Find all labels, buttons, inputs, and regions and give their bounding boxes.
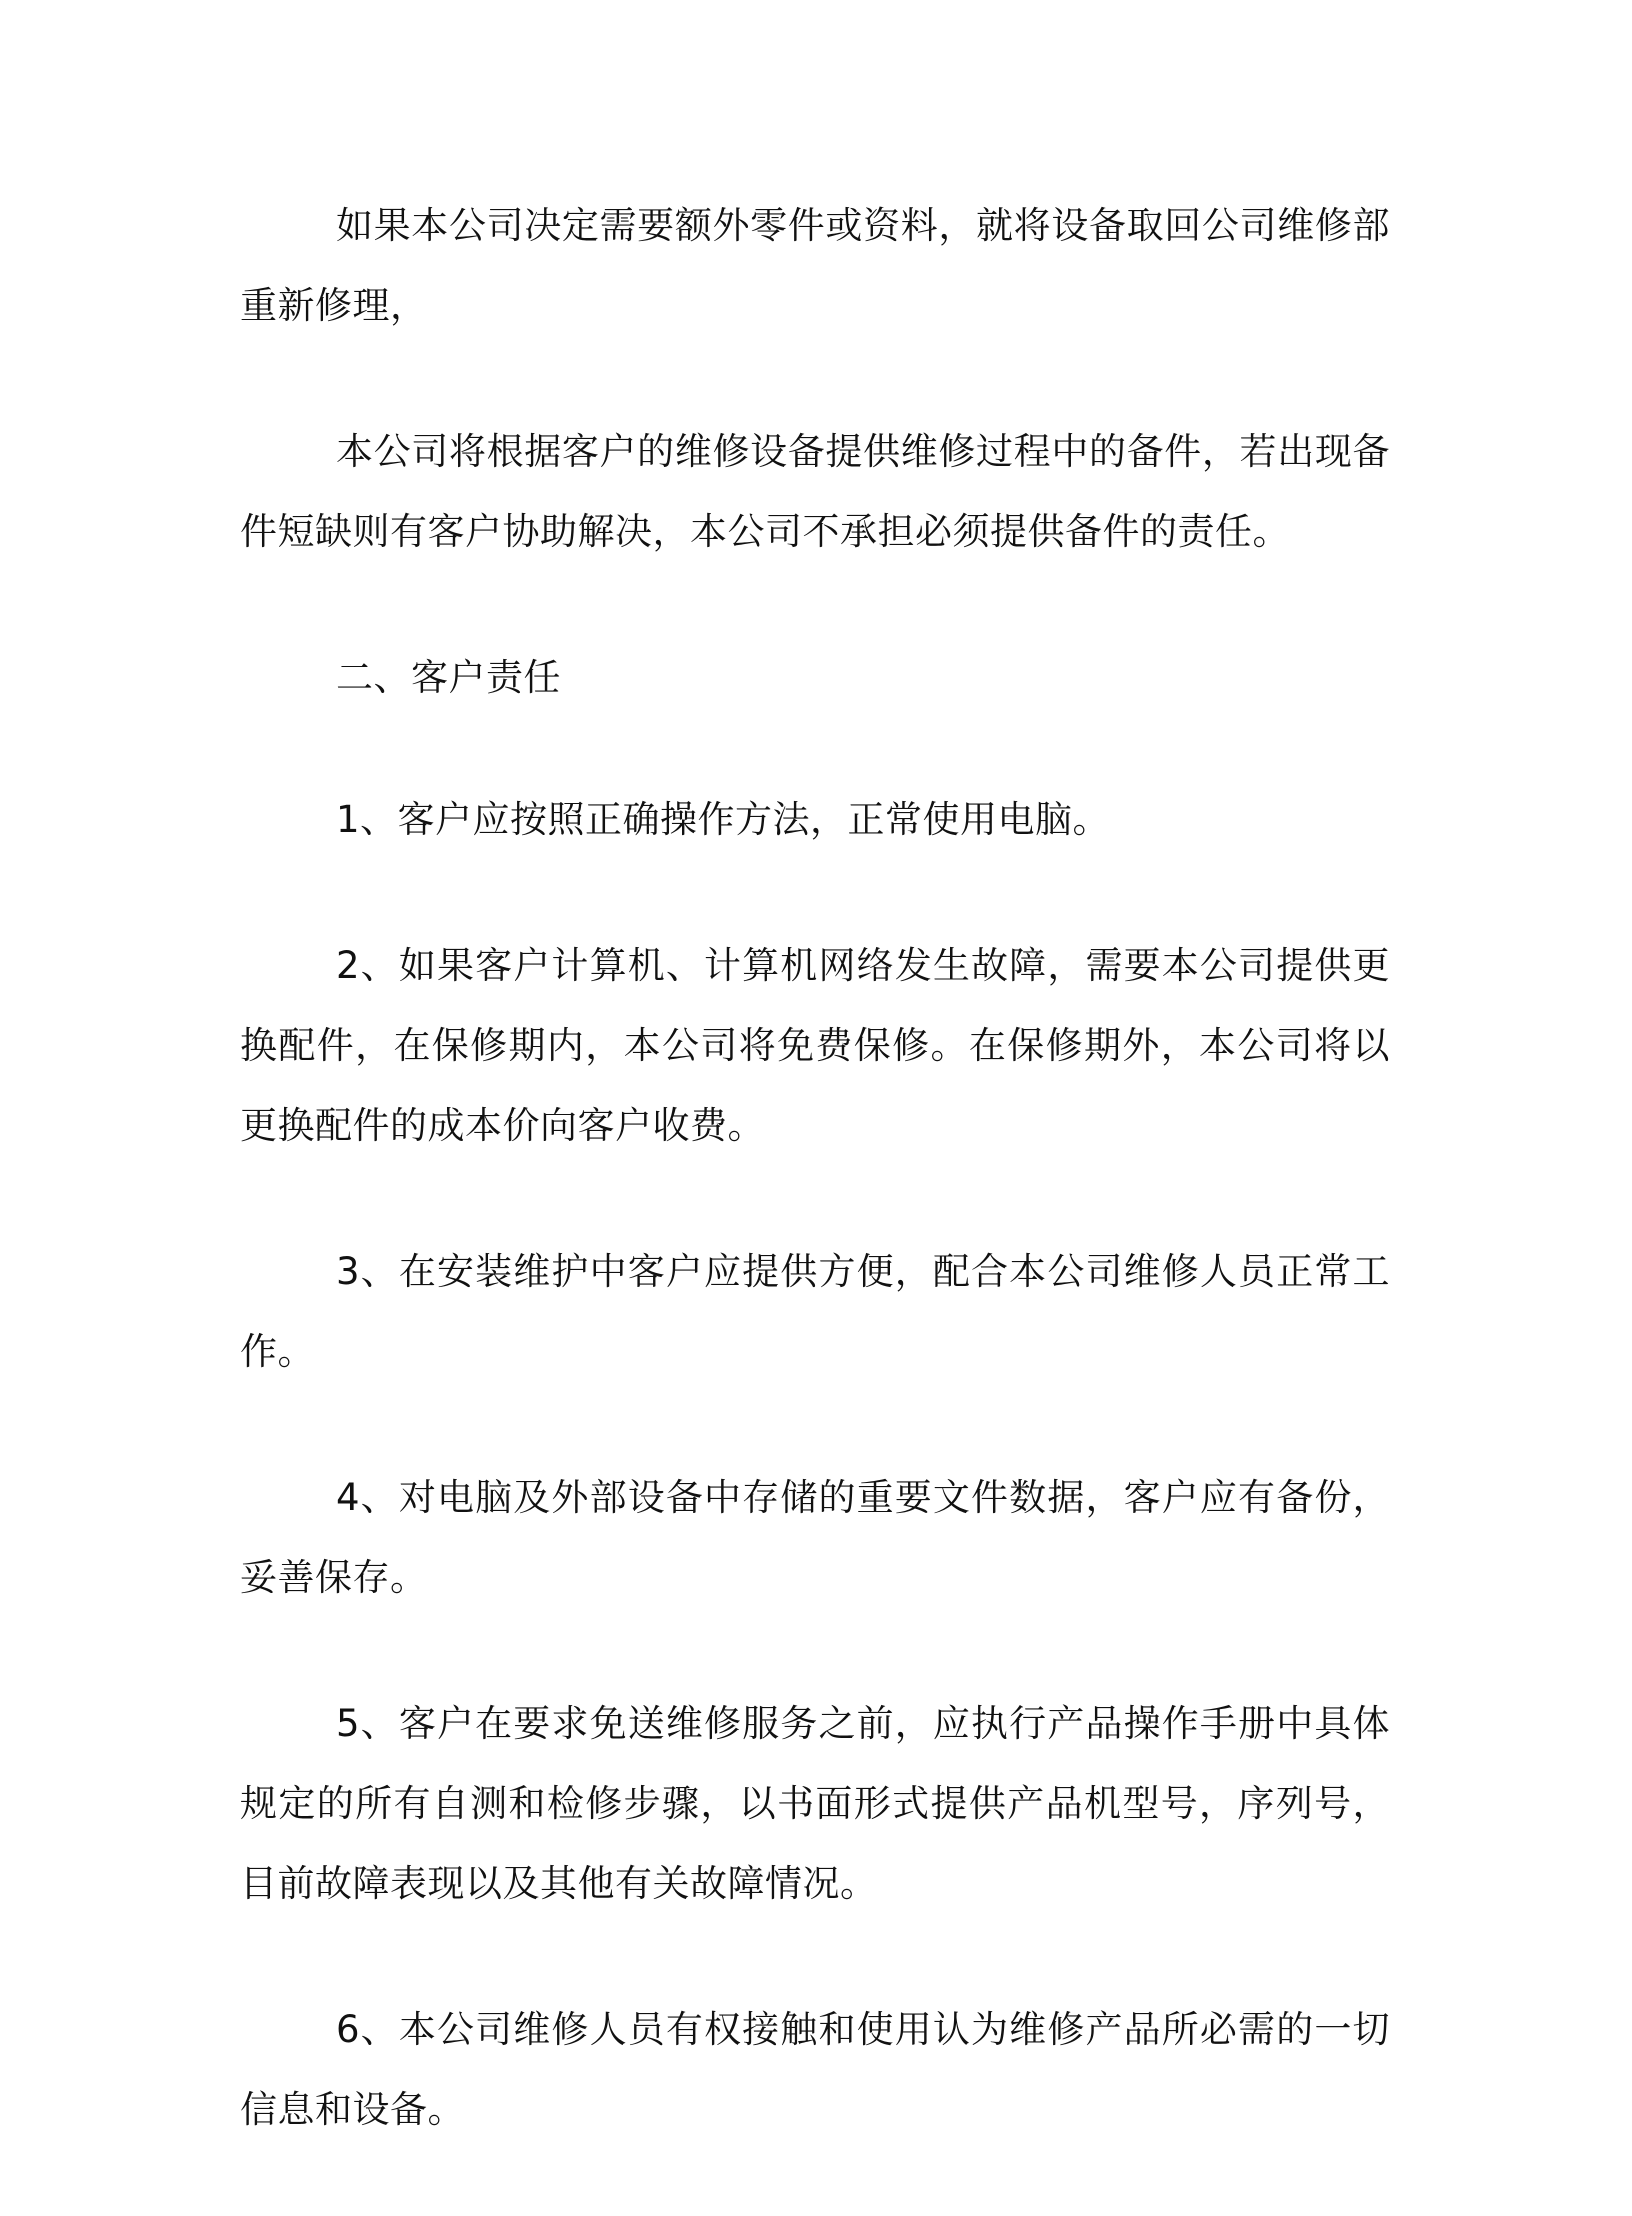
list-item-5: 5、客户在要求免送维修服务之前，应执行产品操作手册中具体规定的所有自测和检修步骤，以书面形式提供产品机型号，序列号，目前故障表现以及其他有关故障情况。 [240,1702,1390,1905]
list-item-2: 2、如果客户计算机、计算机网络发生故障，需要本公司提供更换配件，在保修期内，本公司将免费保修。在保修期外，本公司将以更换配件的成本价向客户收费。 [240,944,1390,1147]
paragraph-parts-repair: 如果本公司决定需要额外零件或资料，就将设备取回公司维修部重新修理， [240,204,1390,327]
list-item-4: 4、对电脑及外部设备中存储的重要文件数据，客户应有备份，妥善保存。 [240,1476,1390,1599]
list-item-1: 1、客户应按照正确操作方法，正常使用电脑。 [336,798,1111,841]
section-heading-customer-responsibility: 二、客户责任 [336,656,561,699]
document-body [240,186,1390,2216]
list-item-6: 6、本公司维修人员有权接触和使用认为维修产品所必需的一切信息和设备。 [240,2008,1390,2131]
paragraph-spare-parts: 本公司将根据客户的维修设备提供维修过程中的备件，若出现备件短缺则有客户协助解决，本公司不承担必须提供备件的责任。 [240,430,1390,553]
list-item-3: 3、在安装维护中客户应提供方便，配合本公司维修人员正常工作。 [240,1250,1390,1373]
